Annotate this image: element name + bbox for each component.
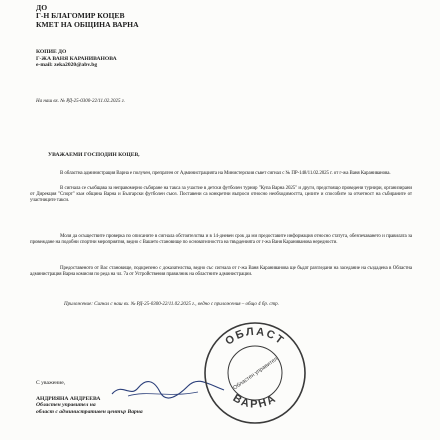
paragraph-3: Моля да осъществите проверка по описаните в сигнала обстоятелства и в 14-дневен срок да ми предоставите информация относно статута, обезпечаването и правилата за провеждане на подобни спортни мероприятия, ведно с Вашето становище по основателността на твърденията от г-жа Ваня Караниванова нередности.: [30, 234, 412, 245]
signer-role: Областен управител на: [36, 402, 96, 409]
copy-email: e-mail: zeka2020@abv.bg: [36, 62, 98, 69]
closing: С уважение,: [36, 380, 66, 386]
copy-recipient: [36, 49, 117, 69]
paragraph-4: Предоставеното от Вас становище, подкрепено с доказателства, ведно със сигнала от г-жа Ваня Караниванова ще бъдат разгледани на заседание на създадена в Областна администрация Варна комисия по реда на чл. 7а от Устройствения правилник на областните администрации.: [30, 266, 412, 277]
signer-name: АНДРИЯНА АНДРЕЕВА: [36, 395, 101, 402]
stamp-middle-text: Областен управител: [232, 356, 279, 392]
signer-org: област с административен център Варна: [36, 408, 143, 415]
recipient-name: Г-Н БЛАГОМИР КОЦЕВ: [36, 11, 125, 21]
paragraph-1: В областна администрация Варна е получен, препратен от Администрацията на Министерския съвет сигнал с № ПР-148/11.02.2025 г. от г-жа Ваня Караниванова.: [60, 171, 391, 176]
recipient-position: КМЕТ НА ОБЩИНА ВАРНА: [36, 19, 139, 29]
enclosure-note: Приложение: Сигнал с наш вх. № РД-25-0300-22/11.02.2025 г., ведно с приложения – общо 4 бр. стр.: [64, 302, 279, 307]
official-stamp: [200, 318, 310, 428]
copy-label: КОПИЕ ДО: [36, 49, 67, 55]
reference-line: На наш вх. № РД-25-0300-22/11.02.2025 г.: [36, 99, 125, 104]
stamp-top-text: ОБЛАСТ: [223, 325, 287, 348]
stamp-bottom-text: ВАРНА: [230, 392, 280, 411]
recipient-to: ДО: [36, 3, 48, 12]
salutation: УВАЖАЕМИ ГОСПОДИН КОЦЕВ,: [48, 152, 140, 158]
copy-name: Г-ЖА ВАНЯ КАРАНИВАНОВА: [36, 55, 117, 62]
paragraph-2: В сигнала се съобщава за неправомерно събиране на такса за участие в детски футболен турнир "Купа Варна 2025" и други, предстоящо проведени турнири, организирани от Дирекция "Спорт" към община Варна и Български футболен съюз. Поставени са конкретни въпроси относно необходимостта, целите и способите за отчетност на събираните от участниците такси.: [30, 186, 412, 203]
recipient-address: [36, 4, 139, 29]
